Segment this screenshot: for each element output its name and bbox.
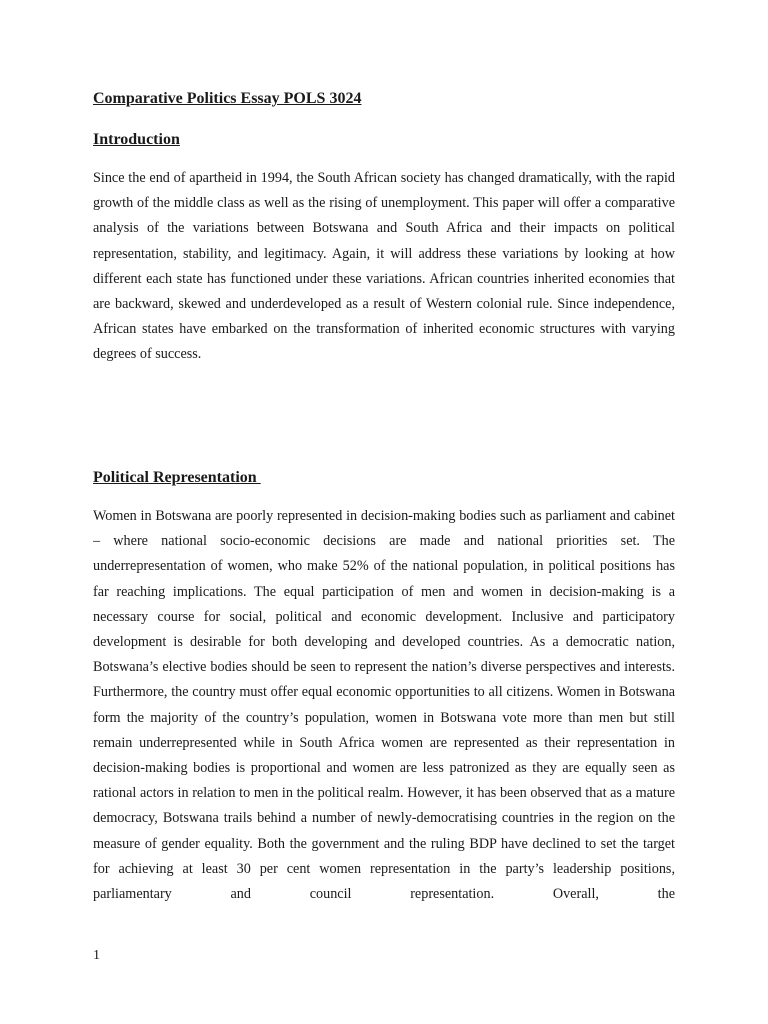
essay-title: Comparative Politics Essay POLS 3024 — [93, 90, 362, 107]
page-number: 1 — [93, 948, 100, 963]
section-heading-political-representation: Political Representation — [93, 469, 261, 486]
introduction-paragraph: Since the end of apartheid in 1994, the South African society has changed dramatically, with the rapid growth of the middle class as well as the rising of unemployment. This paper will offer a comparative analysis of the variations between Botswana and South Africa and their impacts on political representation, stability, and legitimacy. Again, it will address these variations by looking at how different each state has functioned under these variations. African countries inherited economies that are backward, skewed and underdeveloped as a result of Western colonial rule. Since independence, African states have embarked on the transformation of inherited economic structures with varying degrees of success. — [93, 170, 675, 363]
section-heading-introduction: Introduction — [93, 131, 180, 148]
political-representation-paragraph: Women in Botswana are poorly represented in decision-making bodies such as parliament and cabinet – where national socio-economic decisions are made and national priorities set. The underrepresentation of women, who make 52% of the national population, in political positions has far reaching implications. The equal participation of men and women in decision-making is a necessary course for social, political and economic development. Inclusive and participatory development is desirable for both developing and developed countries. As a democratic nation, Botswana’s elective bodies should be seen to represent the nation’s diverse perspectives and interests. Furthermore, the country must offer equal economic opportunities to all citizens. Women in Botswana form the majority of the country’s population, women in Botswana vote more than men but still remain underrepresented while in South Africa women are represented as their representation in decision-making bodies is proportional and women are less patronized as they are equally seen as rational actors in relation to men in the political realm. However, it has been observed that as a mature democracy, Botswana trails behind a number of newly-democratising countries in the region on the measure of gender equality. Both the government and the ruling BDP have declined to set the target for achieving at least 30 per cent women representation in the party’s leadership positions, parliamentary and council representation. Overall, the — [93, 508, 675, 903]
